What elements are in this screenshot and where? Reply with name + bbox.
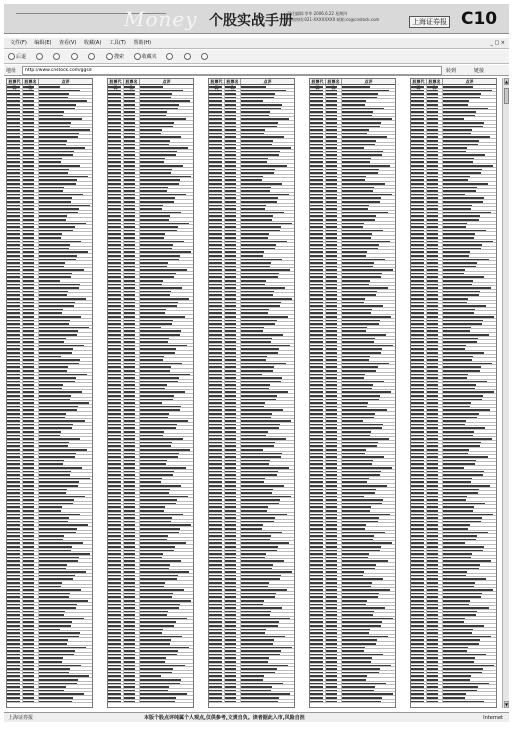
back-arrow-icon	[8, 53, 15, 60]
listing-column	[208, 78, 295, 708]
refresh-icon	[71, 53, 78, 60]
column-header-cell: 股票代	[209, 79, 225, 84]
brand-wordmark: Money	[124, 7, 198, 31]
edition-info	[287, 11, 379, 23]
table-row	[310, 700, 395, 704]
menu-item-tools[interactable]: 工具(T)	[108, 40, 126, 46]
search-icon	[106, 53, 113, 60]
print-button[interactable]	[199, 51, 211, 63]
stop-icon	[53, 53, 60, 60]
menu-item-help[interactable]: 帮助(H)	[133, 40, 152, 46]
links-button[interactable]: 链接	[474, 68, 485, 74]
page-title: 个股实战手册	[209, 13, 293, 29]
forward-button[interactable]	[34, 51, 46, 63]
table-row	[209, 700, 294, 704]
disclaimer: 本版个股点评纯属个人观点,仅供参考,文责自负。读者据此入市,风险自担	[144, 715, 305, 721]
menu-item-file[interactable]: 文件(F)	[10, 40, 27, 46]
toolbar	[4, 50, 509, 64]
go-button[interactable]: 转到	[446, 68, 457, 74]
vertical-scrollbar[interactable]	[502, 78, 509, 708]
status-bar	[4, 712, 509, 722]
stock-listing	[6, 78, 500, 708]
table-row	[411, 700, 496, 704]
column-header-cell: 股票代	[310, 79, 326, 84]
column-header-cell: 股票名	[23, 79, 39, 84]
column-header-cell: 股票代	[7, 79, 23, 84]
forward-arrow-icon	[36, 53, 43, 60]
home-icon	[88, 53, 95, 60]
column-header-cell: 点评	[263, 79, 272, 84]
search-label: 搜索	[113, 54, 124, 60]
edition-line-2: 理财热线:021-XXXXXXXX 邮箱:cs@cnstock.com	[287, 17, 380, 22]
listing-column	[6, 78, 93, 708]
listing-column	[410, 78, 497, 708]
address-label: 地址	[6, 68, 17, 74]
scroll-up-arrow-icon[interactable]: ▲	[505, 79, 509, 84]
back-button[interactable]	[6, 51, 28, 63]
column-header-cell: 股票代	[411, 79, 427, 84]
history-icon	[166, 53, 173, 60]
address-input[interactable]	[22, 66, 442, 75]
column-header-cell: 股票名	[326, 79, 342, 84]
table-row	[7, 700, 92, 704]
menu-item-edit[interactable]: 编辑(E)	[34, 40, 52, 46]
column-header-cell: 股票名	[124, 79, 140, 84]
menu-bar	[4, 38, 509, 49]
column-header-cell: 点评	[61, 79, 70, 84]
menu-item-favorites[interactable]: 收藏(A)	[83, 40, 102, 46]
listing-column	[309, 78, 396, 708]
column-header-cell: 点评	[162, 79, 171, 84]
address-bar	[4, 65, 509, 76]
column-header-cell: 股票代	[108, 79, 124, 84]
printer-icon	[201, 53, 208, 60]
zone-indicator: Internet	[483, 715, 503, 721]
mail-button[interactable]	[182, 51, 194, 63]
history-button[interactable]	[164, 51, 176, 63]
home-button[interactable]	[86, 51, 98, 63]
menu-item-view[interactable]: 查看(V)	[59, 40, 77, 46]
window-controls[interactable]: _ □ ×	[490, 40, 505, 46]
column-header-cell: 股票名	[225, 79, 241, 84]
column-header-cell: 股票名	[427, 79, 443, 84]
edition-line-1: 责任编辑:李华 2006.6.22 星期四	[287, 11, 348, 16]
listing-column	[107, 78, 194, 708]
refresh-button[interactable]	[69, 51, 81, 63]
scroll-down-arrow-icon[interactable]: ▼	[505, 702, 509, 707]
column-header-cell: 点评	[465, 79, 474, 84]
table-row	[108, 700, 193, 704]
page-code: C10	[461, 9, 498, 29]
favorites-button[interactable]	[132, 51, 159, 63]
paper-name: 上海证券报	[409, 16, 450, 28]
back-label: 后退	[16, 54, 27, 60]
favorites-label: 收藏夹	[141, 54, 157, 60]
stop-button[interactable]	[51, 51, 63, 63]
search-button[interactable]	[104, 51, 126, 63]
mail-icon	[184, 53, 191, 60]
status-left: 上海证券报	[8, 715, 34, 721]
column-header-cell: 点评	[364, 79, 373, 84]
star-icon	[134, 53, 141, 60]
masthead	[4, 4, 509, 34]
scroll-thumb[interactable]	[504, 88, 509, 104]
